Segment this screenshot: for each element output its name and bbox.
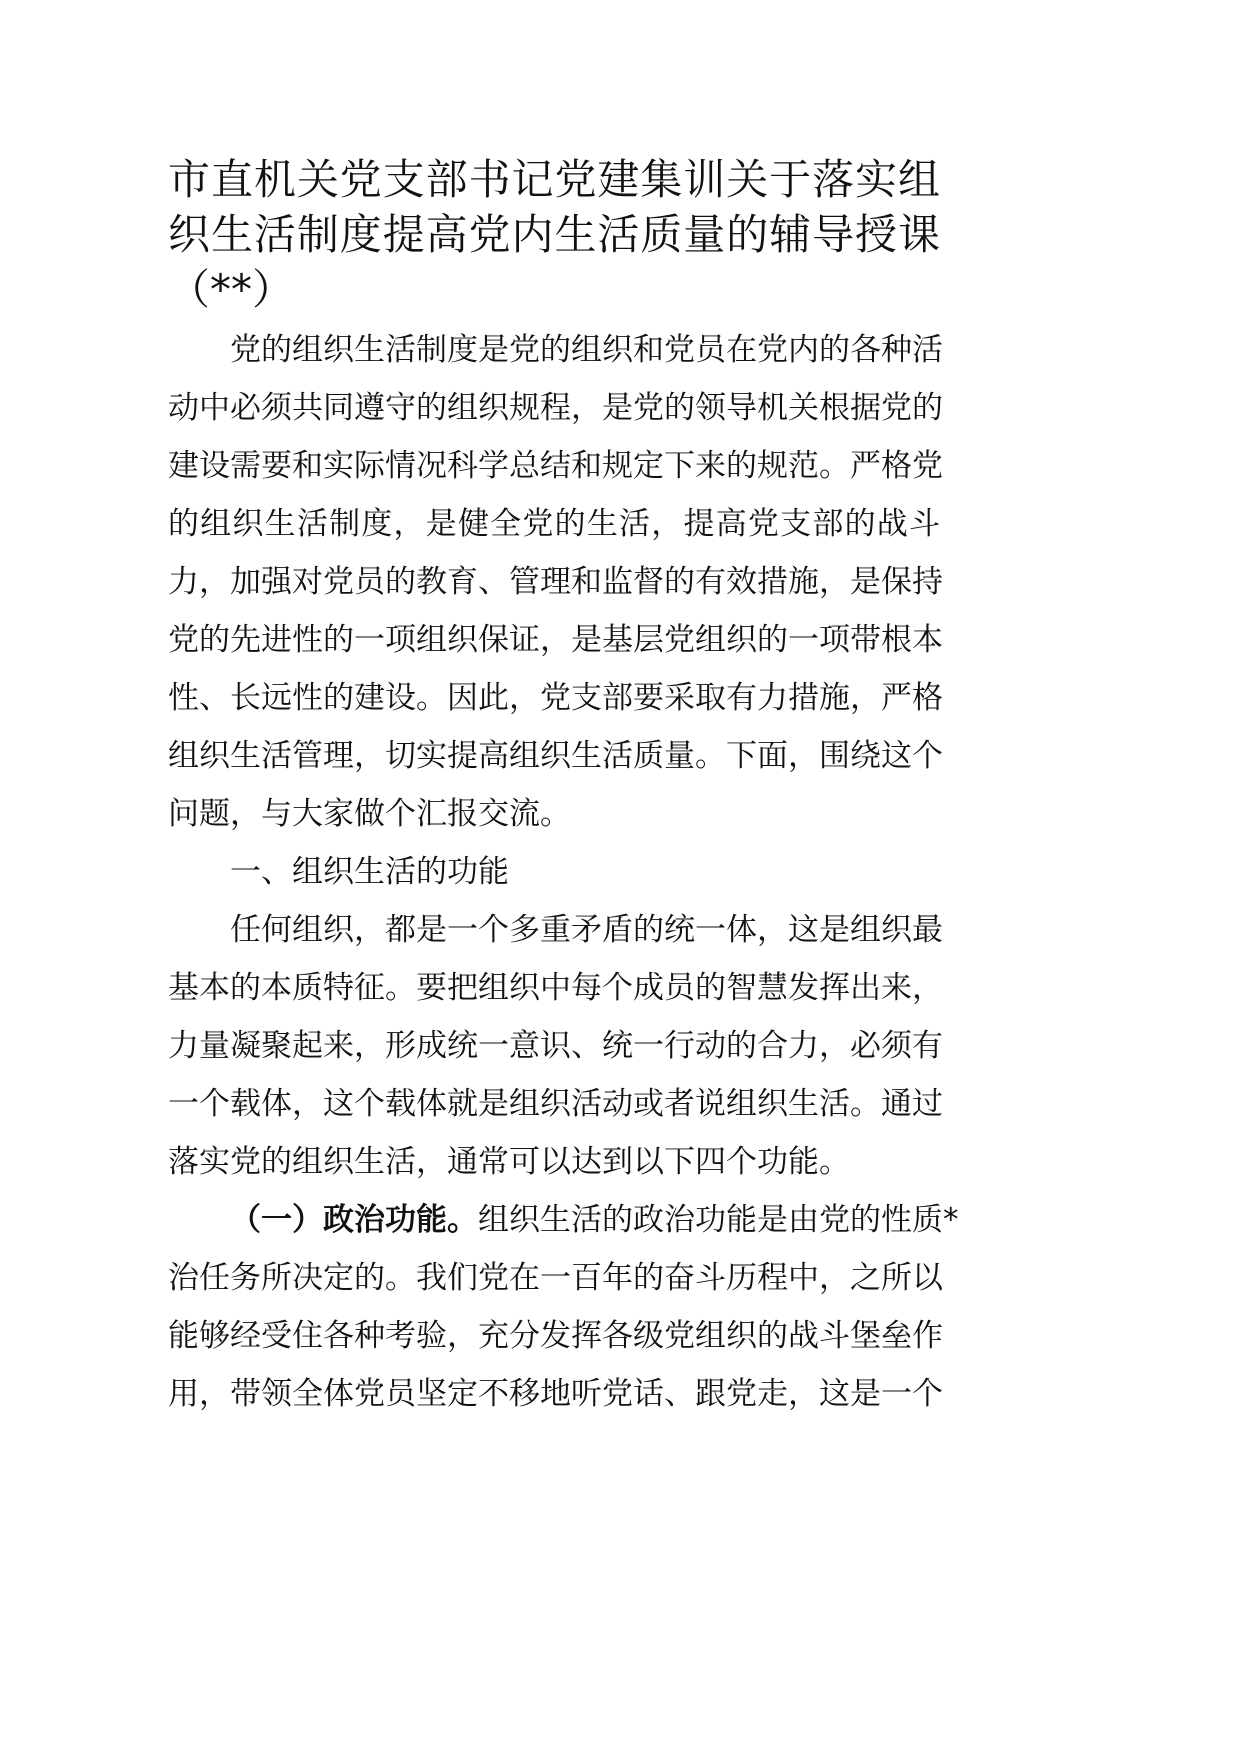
- title-line: 市直机关党支部书记党建集训关于落实组: [168, 155, 940, 204]
- paragraph-line: 用，带领全体党员坚定不移地听党话、跟党走，这是一个: [168, 1376, 943, 1412]
- paragraph-line: 党的组织生活制度是党的组织和党员在党内的各种活: [230, 332, 943, 368]
- paragraph-line: 的组织生活制度，是健全党的生活，提高党支部的战斗: [168, 506, 940, 542]
- document-body: [168, 321, 959, 1423]
- paragraph-line: 力，加强对党员的教育、管理和监督的有效措施，是保持: [168, 564, 943, 600]
- paragraph-line: 力量凝聚起来，形成统一意识、统一行动的合力，必须有: [168, 1028, 943, 1064]
- title-line: 织生活制度提高党内生活质量的辅导授课: [168, 210, 940, 259]
- paragraph-line: 性、长远性的建设。因此，党支部要采取有力措施，严格: [168, 680, 943, 716]
- paragraph-line: 动中必须共同遵守的组织规程，是党的领导机关根据党的: [168, 390, 943, 426]
- paragraph-line: 党的先进性的一项组织保证，是基层党组织的一项带根本: [168, 622, 943, 658]
- paragraph-line: 一个载体，这个载体就是组织活动或者说组织生活。通过: [168, 1086, 943, 1122]
- paragraph-line: [168, 1191, 959, 1249]
- paragraph-line: 问题，与大家做个汇报交流。: [168, 796, 571, 832]
- paragraph-line: 任何组织，都是一个多重矛盾的统一体，这是组织最: [230, 912, 943, 948]
- paragraph-line: 能够经受住各种考验，充分发挥各级党组织的战斗堡垒作: [168, 1318, 943, 1354]
- paragraph-line: 建设需要和实际情况科学总结和规定下来的规范。严格党: [168, 448, 943, 484]
- paragraph-line: 组织生活管理，切实提高组织生活质量。下面，围绕这个: [168, 738, 943, 774]
- paragraph-text: 组织生活的政治功能是由党的性质*: [478, 1202, 959, 1238]
- paragraph-line: 基本的本质特征。要把组织中每个成员的智慧发挥出来，: [168, 970, 943, 1006]
- document-title: [168, 152, 940, 317]
- subsection-heading: （一）政治功能。: [230, 1202, 478, 1238]
- paragraph-line: 治任务所决定的。我们党在一百年的奋斗历程中，之所以: [168, 1260, 943, 1296]
- section-heading: 一、组织生活的功能: [230, 854, 509, 890]
- title-line: （**）: [168, 265, 295, 314]
- paragraph-line: 落实党的组织生活，通常可以达到以下四个功能。: [168, 1144, 850, 1180]
